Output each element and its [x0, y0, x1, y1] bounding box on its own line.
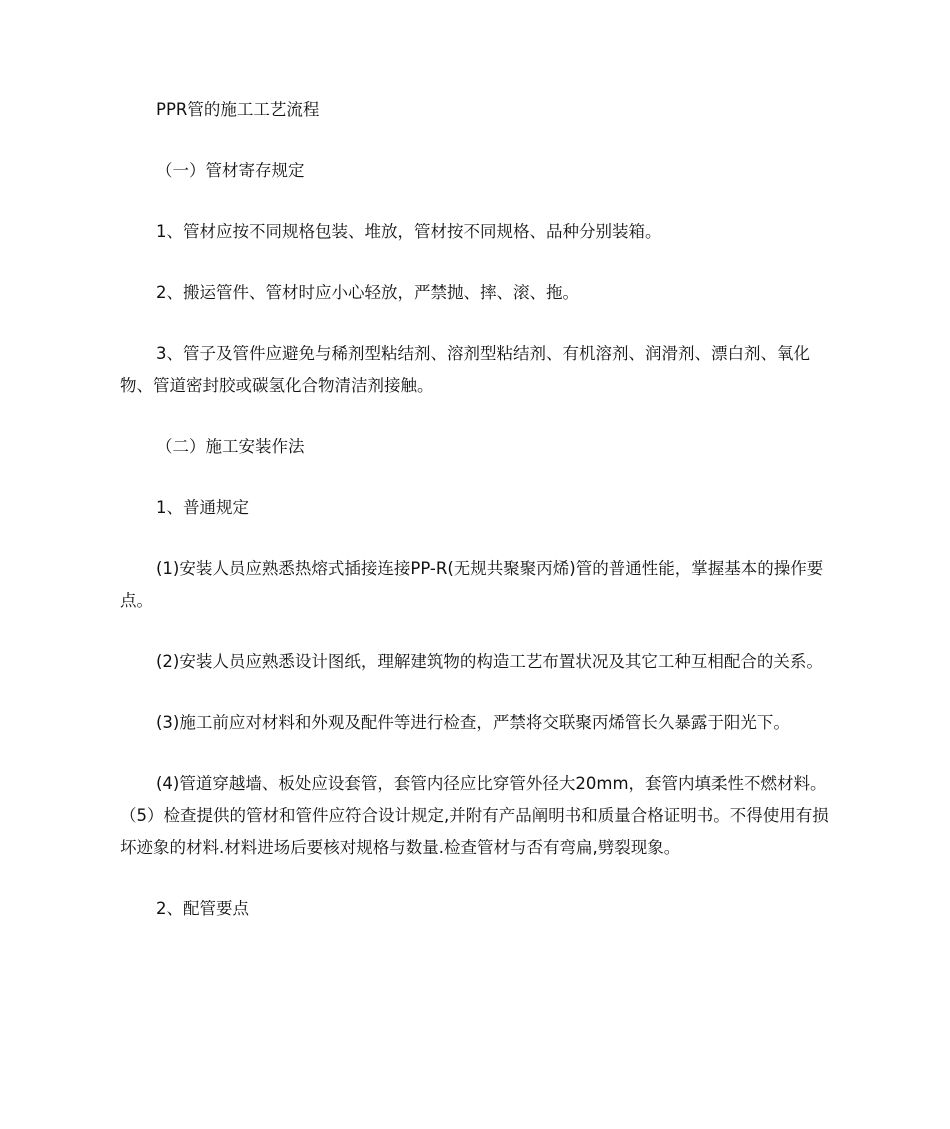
- document-title: PPR管的施工工艺流程: [156, 100, 320, 119]
- section-heading-storage: （一）管材寄存规定: [156, 161, 305, 180]
- paragraph-rule-3: (3)施工前应对材料和外观及配件等进行检查，严禁将交联聚丙烯管长久暴露于阳光下。: [156, 713, 790, 732]
- document-body: [120, 94, 832, 925]
- subheading-piping-points: 2、配管要点: [156, 899, 249, 918]
- section-heading-installation: （二）施工安装作法: [156, 437, 305, 456]
- subheading-general-rules: 1、普通规定: [156, 498, 249, 517]
- paragraph-rule-1: (1)安装人员应熟悉热熔式插接连接PP-R(无规共聚聚丙烯)管的普通性能，掌握基本的操作要点。: [120, 559, 824, 610]
- paragraph-storage-1: 1、管材应按不同规格包装、堆放，管材按不同规格、品种分别装箱。: [156, 222, 662, 241]
- paragraph-rule-2: (2)安装人员应熟悉设计图纸，理解建筑物的构造工艺布置状况及其它工种互相配合的关系。: [156, 652, 823, 671]
- paragraph-rule-4-5: (4)管道穿越墙、板处应设套管，套管内径应比穿管外径大20mm，套管内填柔性不燃材料。（5）检查提供的管材和管件应符合设计规定,并附有产品阐明书和质量合格证明书。不得使用有损坏迹象的材料.材料进场后要核对规格与数量.检查管材与否有弯扁,劈裂现象。: [120, 774, 829, 857]
- paragraph-storage-3: 3、管子及管件应避免与稀剂型粘结剂、溶剂型粘结剂、有机溶剂、润滑剂、漂白剂、氧化物、管道密封胶或碳氢化合物清洁剂接触。: [120, 344, 810, 395]
- paragraph-storage-2: 2、搬运管件、管材时应小心轻放，严禁抛、摔、滚、拖。: [156, 283, 579, 302]
